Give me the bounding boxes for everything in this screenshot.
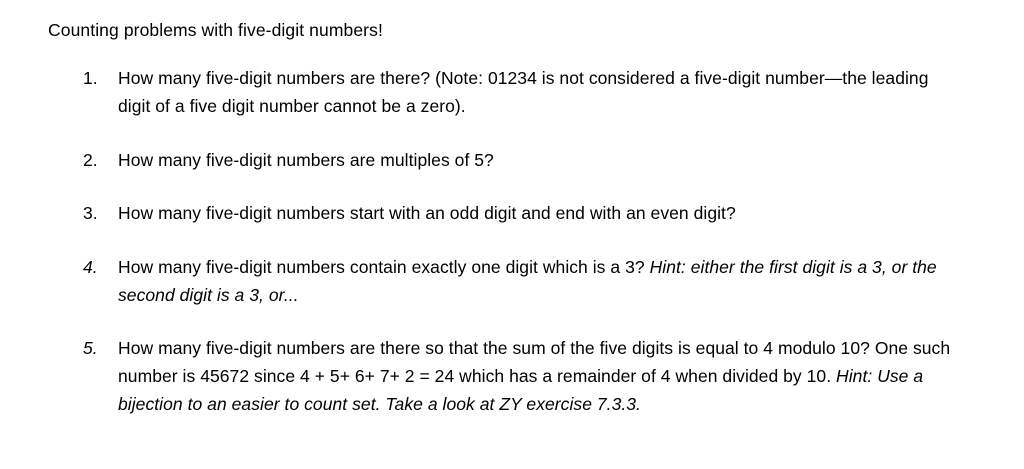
list-item-number: 3.	[83, 203, 98, 224]
list-item-text	[118, 200, 964, 228]
list-item-body: How many five-digit numbers are multiples of 5?	[118, 149, 494, 170]
list-item-text	[118, 147, 964, 175]
list-item-hint: Hint: either the first digit is a 3, or the second digit is a 3, or...	[118, 256, 937, 305]
list-item-number: 1.	[83, 68, 98, 89]
list-item-body: How many five-digit numbers start with an odd digit and end with an even digit?	[118, 203, 736, 224]
list-item-body: How many five-digit numbers are there so that the sum of the five digits is equal to 4 modulo 10? One such number is 45672 since 4 + 5+ 6+ 7+ 2 = 24 which has a remainder of 4 when divided by 10.	[118, 338, 951, 386]
page-title: Counting problems with five-digit numbers!	[48, 20, 383, 40]
list-item-text	[118, 65, 964, 120]
list-item	[48, 200, 964, 228]
list-item-body: How many five-digit numbers are there? (Note: 01234 is not considered a five-digit number—the leading digit of a five digit number cannot be a zero).	[118, 68, 929, 117]
list-item-body: How many five-digit numbers contain exactly one digit which is a 3?	[118, 256, 650, 277]
list-item-text	[118, 335, 964, 418]
list-item-number: 5.	[83, 338, 98, 359]
list-item	[48, 65, 964, 120]
list-item-hint: Hint: Use a bijection to an easier to count set. Take a look at ZY exercise 7.3.3.	[118, 365, 924, 414]
list-item	[48, 254, 964, 309]
list-item-number: 2.	[83, 149, 98, 170]
problem-list	[48, 65, 964, 418]
list-item-number: 4.	[83, 256, 98, 277]
list-item	[48, 335, 964, 418]
list-item-text	[118, 254, 964, 309]
list-item	[48, 147, 964, 175]
